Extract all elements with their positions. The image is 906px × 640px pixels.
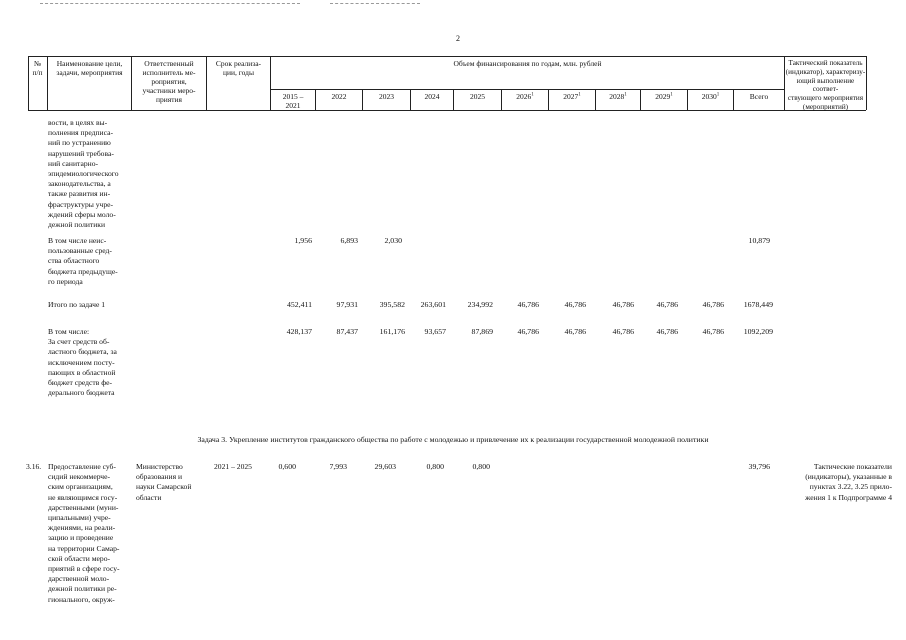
- incl-value-sum: 1092,209: [743, 327, 773, 336]
- item-value-total: 39,796: [748, 462, 770, 471]
- year-header-2025: 2025: [470, 92, 485, 101]
- scan-artifact-line: [40, 3, 300, 4]
- col-border: [866, 56, 867, 110]
- year-header-total: Всего: [749, 92, 769, 101]
- unused-value-2022: 6,893: [340, 236, 358, 245]
- total-value-2023: 395,582: [379, 300, 405, 309]
- incl-value-2024: 93,657: [424, 327, 446, 336]
- incl-value-2029: 46,786: [656, 327, 678, 336]
- year-header-2022: 2022: [331, 92, 347, 101]
- unused-value-2023: 2,030: [384, 236, 402, 245]
- item-indicator: Тактические показатели (индикаторы), указанные в пунктах 3.22, 3.25 прило- жения 1 к Подпрограмме 4: [805, 462, 892, 502]
- years-header-divider: [270, 89, 784, 90]
- item-value-2025: 0,800: [472, 462, 490, 471]
- year-header-2026: 2026$^1$: [516, 92, 534, 101]
- table-header-bottom-border: [28, 110, 866, 111]
- page-number: 2: [456, 34, 460, 43]
- header-term: Срок реализа- ции, годы: [215, 59, 262, 77]
- item-number: 3.16.: [26, 462, 42, 471]
- item-value-2015-2021: 0,600: [278, 462, 296, 471]
- total-value-2025: 234,992: [467, 300, 493, 309]
- item-responsible: Министерство образования и науки Самарской области: [136, 462, 192, 502]
- incl-value-2015-2021: 428,137: [286, 327, 312, 336]
- total-task1-label: Итого по задаче 1: [48, 300, 106, 309]
- incl-value-2030: 46,786: [702, 327, 724, 336]
- unused-value-2015-2021: 1,956: [294, 236, 312, 245]
- item-term: 2021 – 2025: [214, 462, 252, 471]
- incl-value-2023: 161,176: [379, 327, 405, 336]
- incl-label: В том числе: За счет средств об- ластного бюджета, за исключением посту- пающих в областной бюджет средств фе- дерального бюджета: [48, 327, 117, 398]
- table-top-border: [28, 56, 866, 57]
- total-value-sum: 1678,449: [743, 300, 773, 309]
- incl-value-2022: 87,437: [336, 327, 358, 336]
- year-header-2028: 2028$^1$: [609, 92, 627, 101]
- item-name: Предоставление суб- сидий некоммерче- ским организациям, не являющимся госу- дарственными (муни- ципальными) учре- ждениями, на реали- зацию и проведение на территории Самар- ской области меро- приятий в сфере госу- дарственной моло- дежной политики ре- гионального, окруж-: [48, 462, 120, 604]
- continuation-text: вости, в целях вы- полнения предписа- ний по устранению нарушений требова- ний санитарно- эпидемиологического законодательства, а также развития ин- фраструктуры учре- ждений сферы моло- дежной политики: [48, 118, 119, 230]
- unused-funds-label: В том числе неис- пользованные сред- ства областного бюджета предыдуще- го периода: [48, 236, 118, 286]
- year-header-2015-2021: 2015 – 2021: [282, 92, 304, 110]
- total-value-2015-2021: 452,411: [286, 300, 312, 309]
- item-value-2023: 29,603: [374, 462, 396, 471]
- year-header-2030: 2030$^1$: [701, 92, 720, 101]
- year-header-2023: 2023: [379, 92, 394, 101]
- unused-value-total: 10,879: [748, 236, 770, 245]
- year-header-2029: 2029$^1$: [655, 92, 673, 101]
- scan-artifact-line: [330, 3, 420, 4]
- header-name: Наименование цели, задачи, мероприятия: [56, 59, 123, 77]
- total-value-2024: 263,601: [420, 300, 446, 309]
- header-funding: Объем финансирования по годам, млн. рублей: [453, 59, 602, 68]
- total-value-2028: 46,786: [612, 300, 634, 309]
- item-value-2022: 7,993: [329, 462, 347, 471]
- total-value-2022: 97,931: [336, 300, 358, 309]
- year-header-2027: 2027$^1$: [563, 92, 581, 101]
- total-value-2026: 46,786: [517, 300, 539, 309]
- item-value-2024: 0,800: [426, 462, 444, 471]
- incl-value-2027: 46,786: [564, 327, 586, 336]
- header-responsible: Ответственный исполнитель ме- роприятия, участники меро- приятия: [142, 59, 196, 104]
- header-num: № п/п: [32, 59, 43, 77]
- year-header-2024: 2024: [424, 92, 440, 101]
- task3-title: Задача 3. Укрепление институтов гражданского общества по работе с молодежью и привлечение их к реализации государственной молодежной политики: [197, 435, 709, 444]
- total-value-2029: 46,786: [656, 300, 678, 309]
- header-indicator: Тактический показатель (индикатор), характеризу- ющий выполнение соответ- ствующего мероприятия (мероприятий): [785, 59, 866, 111]
- incl-value-2025: 87,869: [471, 327, 493, 336]
- incl-value-2026: 46,786: [517, 327, 539, 336]
- total-value-2030: 46,786: [702, 300, 724, 309]
- total-value-2027: 46,786: [564, 300, 586, 309]
- incl-value-2028: 46,786: [612, 327, 634, 336]
